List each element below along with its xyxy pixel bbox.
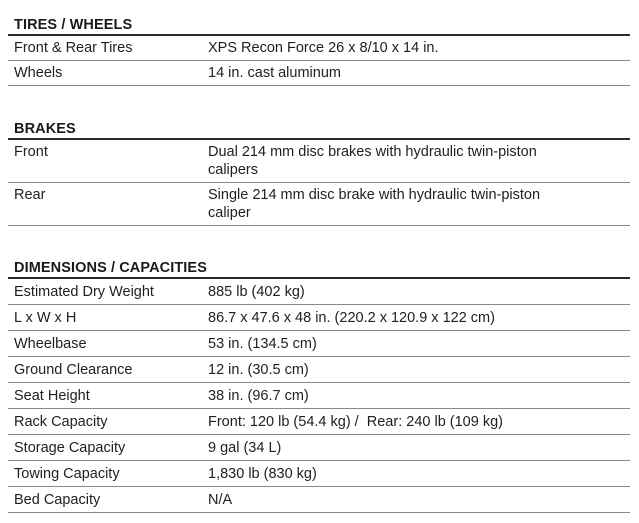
spec-value: 53 in. (134.5 cm) <box>196 331 630 357</box>
spec-value: 38 in. (96.7 cm) <box>196 383 630 409</box>
spec-value: Front: 120 lb (54.4 kg) / Rear: 240 lb (109 kg) <box>196 409 630 435</box>
spec-label: Wheelbase <box>8 331 196 357</box>
spec-value: 885 lb (402 kg) <box>196 279 630 305</box>
table-row <box>8 183 630 226</box>
spec-value: Dual 214 mm disc brakes with hydraulic twin-piston calipers <box>196 140 630 183</box>
spec-value: 9 gal (34 L) <box>196 435 630 461</box>
spec-label: Storage Capacity <box>8 435 196 461</box>
spec-value: 12 in. (30.5 cm) <box>196 357 630 383</box>
table-row <box>8 435 630 461</box>
spec-label: Front <box>8 140 196 183</box>
table-row <box>8 305 630 331</box>
section-title: TIRES / WHEELS <box>8 16 630 36</box>
spec-value: 14 in. cast aluminum <box>196 61 630 86</box>
section-title: DIMENSIONS / CAPACITIES <box>8 259 630 279</box>
table-row <box>8 357 630 383</box>
spec-label: Front & Rear Tires <box>8 36 196 61</box>
table-row <box>8 409 630 435</box>
section-title: BRAKES <box>8 120 630 140</box>
spec-value: XPS Recon Force 26 x 8/10 x 14 in. <box>196 36 630 61</box>
spec-label: Seat Height <box>8 383 196 409</box>
section-tires-wheels <box>8 16 630 86</box>
spec-label: Ground Clearance <box>8 357 196 383</box>
spec-value: 86.7 x 47.6 x 48 in. (220.2 x 120.9 x 122 cm) <box>196 305 630 331</box>
spec-table <box>8 279 630 513</box>
spec-label: Wheels <box>8 61 196 86</box>
spec-value: 1,830 lb (830 kg) <box>196 461 630 487</box>
spec-value: N/A <box>196 487 630 513</box>
spec-label: Rack Capacity <box>8 409 196 435</box>
spec-label: Bed Capacity <box>8 487 196 513</box>
table-row <box>8 461 630 487</box>
table-row <box>8 487 630 513</box>
table-row <box>8 279 630 305</box>
table-row <box>8 383 630 409</box>
table-row <box>8 36 630 61</box>
section-dimensions-capacities <box>8 259 630 513</box>
spec-value: Single 214 mm disc brake with hydraulic twin-piston caliper <box>196 183 630 226</box>
spec-table <box>8 140 630 226</box>
table-row <box>8 61 630 86</box>
spec-table <box>8 36 630 86</box>
spec-label: Towing Capacity <box>8 461 196 487</box>
spec-label: Estimated Dry Weight <box>8 279 196 305</box>
table-row <box>8 140 630 183</box>
section-brakes <box>8 120 630 226</box>
spec-label: L x W x H <box>8 305 196 331</box>
spec-label: Rear <box>8 183 196 226</box>
table-row <box>8 331 630 357</box>
